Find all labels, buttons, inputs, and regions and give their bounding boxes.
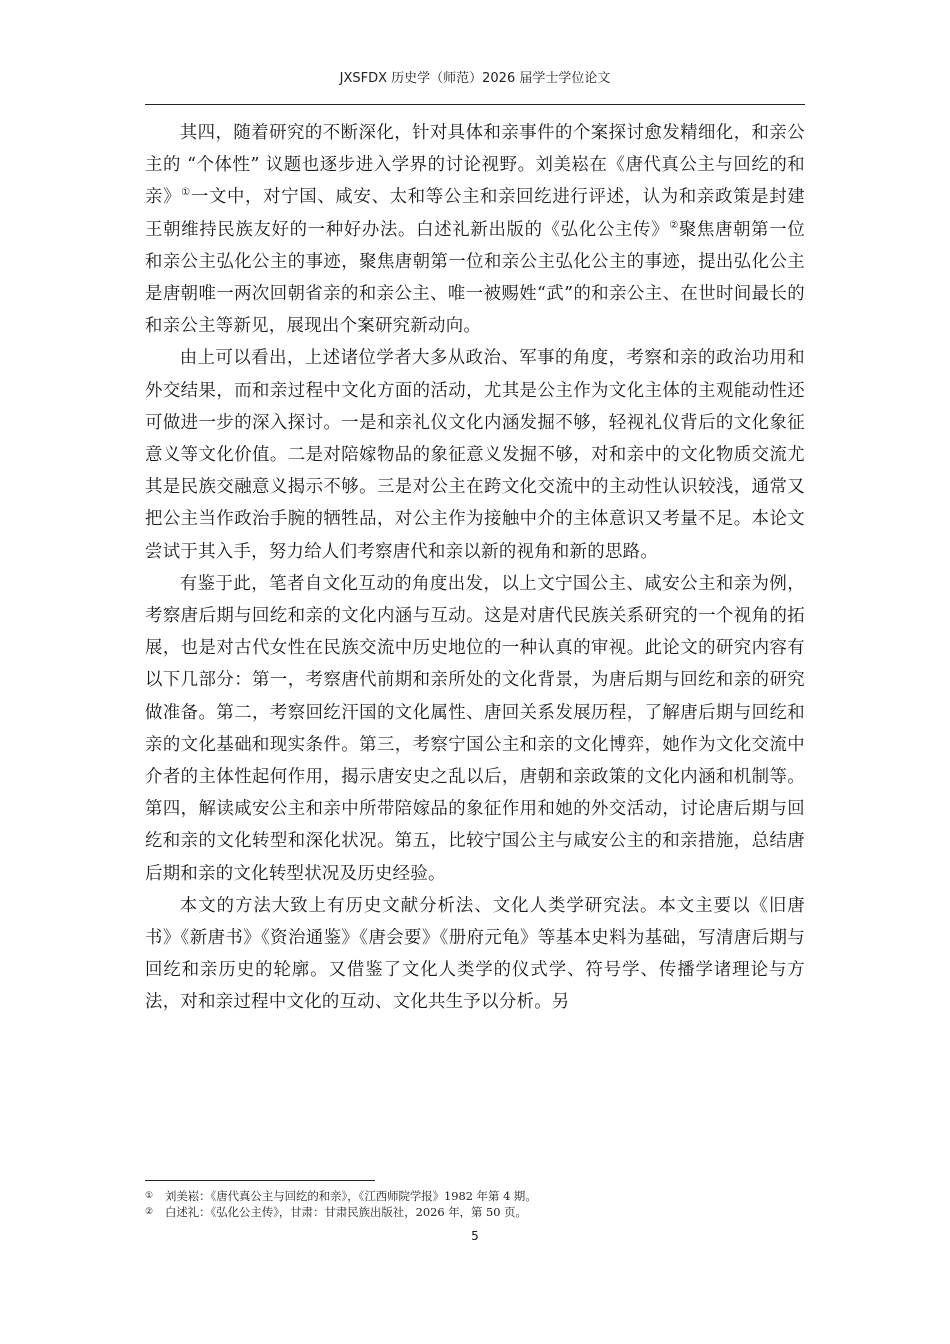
footnote-separator	[145, 1180, 375, 1181]
footnote-2-mark: ②	[145, 1207, 154, 1217]
main-text	[145, 117, 805, 1019]
footnote-1-text: 刘美崧：《唐代真公主与回纥的和亲》，《江西师院学报》1982 年第 4 期。	[165, 1189, 537, 1203]
footnote-2-text: 白述礼：《弘化公主传》，甘肃：甘肃民族出版社，2026 年，第 50 页。	[165, 1205, 527, 1219]
header-rule	[145, 104, 805, 105]
footnote-ref-2[interactable]: ②	[669, 219, 679, 231]
paragraph-1-part-b: 一文中，对宁国、咸安、太和等公主和亲回纥进行评述，认为和亲政策是封建王朝维持民族友好的一种好办法。白述礼新出版的《弘化公主传》	[145, 187, 805, 240]
paragraph-3: 有鉴于此，笔者自文化互动的角度出发，以上文宁国公主、咸安公主和亲为例，考察唐后期与回纥和亲的文化内涵与互动。这是对唐代民族关系研究的一个视角的拓展，也是对古代女性在民族交流中历史地位的一种认真的审视。此论文的研究内容有以下几部分：第一，考察唐代前期和亲所处的文化背景，为唐后期与回纥和亲的研究做准备。第二，考察回纥汗国的文化属性、唐回关系发展历程，了解唐后期与回纥和亲的文化基础和现实条件。第三，考察宁国公主和亲的文化博弈，她作为文化交流中介者的主体性起何作用，揭示唐安史之乱以后，唐朝和亲政策的文化内涵和机制等。第四，解读咸安公主和亲中所带陪嫁品的象征作用和她的外交活动，讨论唐后期与回纥和亲的文化转型和深化状况。第五，比较宁国公主与咸安公主的和亲措施，总结唐后期和亲的文化转型状况及历史经验。	[145, 573, 805, 884]
footnote-1-mark: ①	[145, 1191, 154, 1201]
paragraph-2: 由上可以看出，上述诸位学者大多从政治、军事的角度，考察和亲的政治功用和外交结果，而和亲过程中文化方面的活动，尤其是公主作为文化主体的主观能动性还可做进一步的深入探讨。一是和亲礼仪文化内涵发掘不够，轻视礼仪背后的文化象征意义等文化价值。二是对陪嫁物品的象征意义发掘不够，对和亲中的文化物质交流尤其是民族交融意义揭示不够。三是对公主在跨文化交流中的主动性认识较浅，通常又把公主当作政治手腕的牺牲品，对公主作为接触中介的主体意识又考量不足。本论文尝试于其入手，努力给人们考察唐代和亲以新的视角和新的思路。	[145, 348, 805, 562]
footnotes	[145, 1188, 805, 1220]
paragraph-1	[145, 117, 805, 342]
footnote-2	[145, 1204, 805, 1220]
footnote-ref-1[interactable]: ①	[181, 187, 191, 199]
paragraph-1-part-a: 其四，随着研究的不断深化，针对具体和亲事件的个案探讨愈发精细化，和亲公主的 “个体性” 议题也逐步进入学界的讨论视野。刘美崧在《唐代真公主与回纥的和亲》	[145, 123, 805, 208]
paragraph-4: 本文的方法大致上有历史文献分析法、文化人类学研究法。本文主要以《旧唐书》《新唐书》《资治通鉴》《唐会要》《册府元龟》等基本史料为基础，写清唐后期与回纥和亲历史的轮廓。又借鉴了文化人类学的仪式学、符号学、传播学诸理论与方法，对和亲过程中文化的互动、文化共生予以分析。另	[145, 895, 805, 1013]
running-header: JXSFDX 历史学（师范）2026 届学士学位论文	[339, 71, 611, 86]
paragraph-1-part-c: 聚焦唐朝第一位和亲公主弘化公主的事迹，聚焦唐朝第一位和亲公主弘化公主的事迹，提出弘化公主是唐朝唯一两次回朝省亲的和亲公主、唯一被赐姓“武”的和亲公主、在世时间最长的和亲公主等新见，展现出个案研究新动向。	[145, 219, 806, 337]
footnote-1	[145, 1188, 805, 1204]
page-number: 5	[471, 1229, 479, 1243]
